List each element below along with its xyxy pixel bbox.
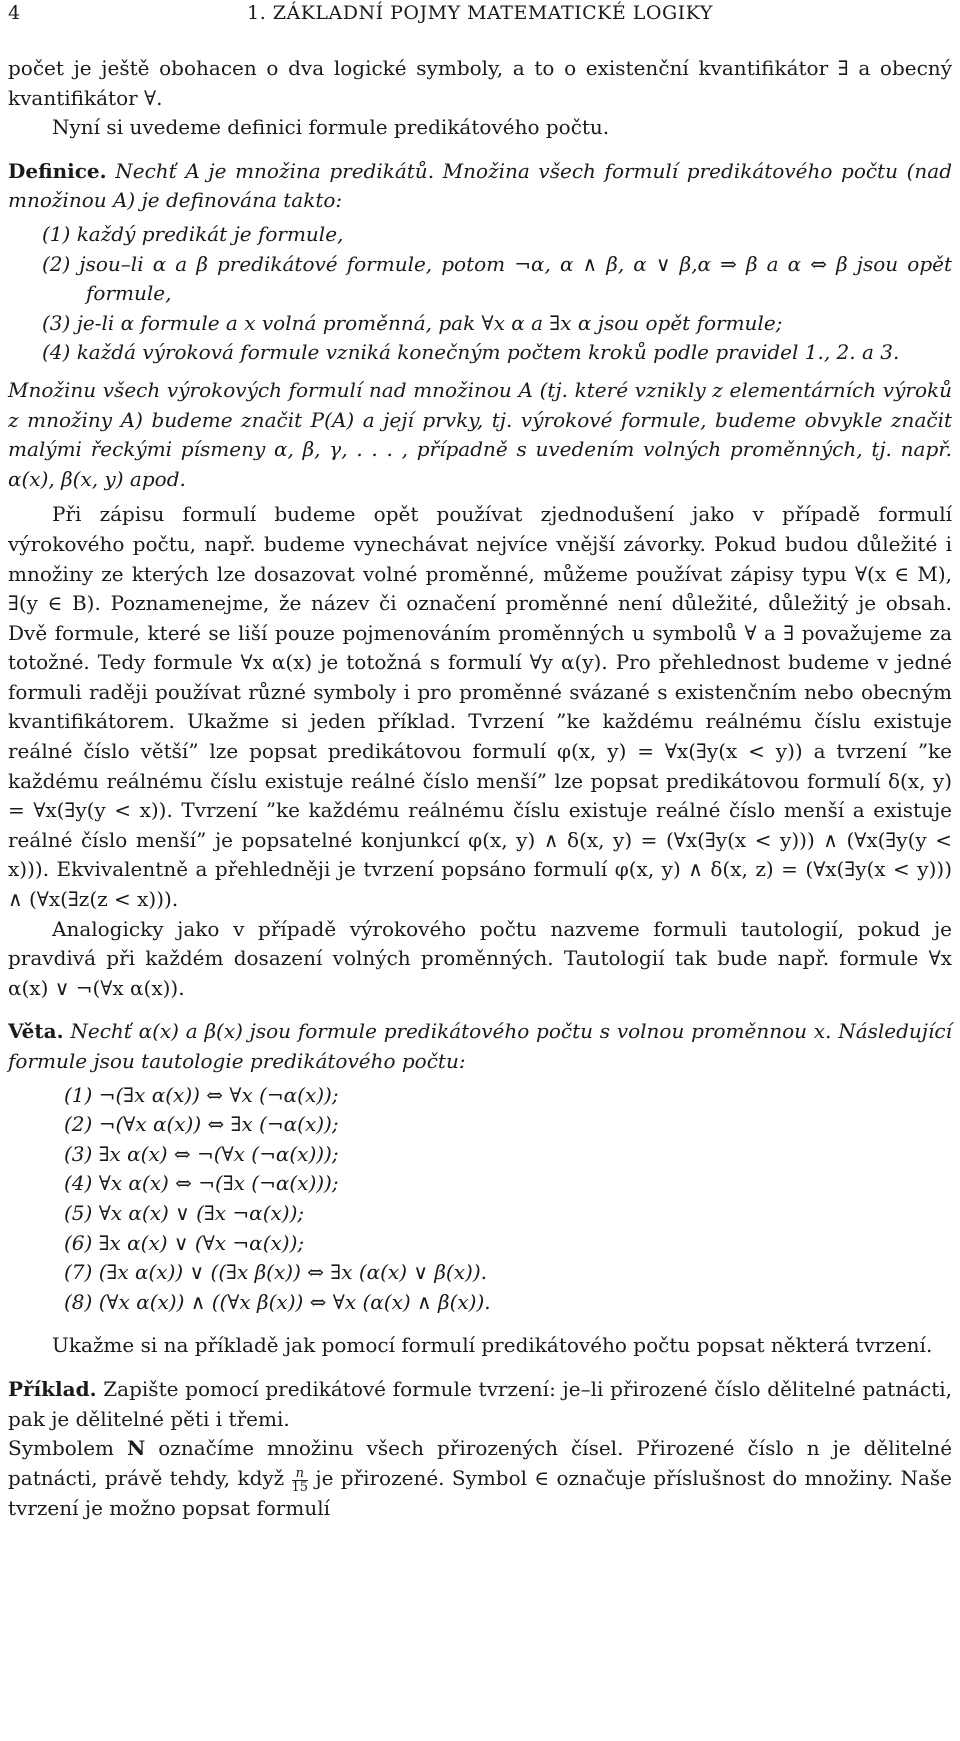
theorem-item: (7) (∃x α(x)) ∨ ((∃x β(x)) ⇔ ∃x (α(x) ∨ β(x)).	[64, 1260, 487, 1285]
theorem-item: (6) ∃x α(x) ∨ (∀x ¬α(x));	[64, 1230, 305, 1255]
definition-label: Definice.	[8, 158, 107, 183]
definition-closing: Množinu všech výrokových formulí nad množinou A (tj. které vznikly z elementárních výroků z množiny A) budeme značit P(A) a její prvky, tj. výrokové formule, budeme obvykle značit malými řeckými písmeny α, β, γ, . . . , případně s uvedením volných proměnných, tj. např. α(x), β(x, y) apod.	[8, 377, 952, 491]
theorem-item: (1) ¬(∃x α(x)) ⇔ ∀x (¬α(x));	[64, 1082, 339, 1107]
fraction-n-over-15	[292, 1467, 309, 1494]
document-body	[8, 54, 952, 1523]
fraction-denominator: 15	[291, 1479, 309, 1495]
notes-paragraph: Při zápisu formulí budeme opět používat zjednodušení jako v případě formulí výrokového počtu, např. budeme vynechávat nejvíce vnější závorky. Pokud budou důležité i množiny ze kterých lze dosazovat volné proměnné, můžeme používat zápisy typu ∀(x ∈ M), ∃(y ∈ B). Poznamenejme, že název či označení proměnné není důležité, důležitý je obsah. Dvě formule, které se liší pouze pojmenováním proměnných u symbolů ∀ a ∃ považujeme za totožné. Tedy formule ∀x α(x) je totožná s formulí ∀y α(y). Pro přehlednost budeme v jedné formuli raději používat různé symboly i pro proměnné svázané s existenčním nebo obecným kvantifikátorem. Ukažme si jeden příklad. Tvrzení ”ke každému reálnému číslu existuje reálné číslo větší” lze popsat predikátovou formulí φ(x, y) = ∀x(∃y(x < y)) a tvrzení ”ke každému reálnému číslu existuje reálné číslo menší” lze popsat predikátovou formulí δ(x, y) = ∀x(∃y(y < x)). Tvrzení ”ke každému reálnému číslu existuje reálné číslo menší a existuje reálné číslo menší” je popsatelné konjunkcí φ(x, y) ∧ δ(x, y) = (∀x(∃y(x < y))) ∧ (∀x(∃y(y < x))). Ekvivalentně a přehledněji je tvrzení popsáno formulí φ(x, y) ∧ δ(x, z) = (∀x(∃y(x < y))) ∧ (∀x(∃z(z < x))).	[8, 502, 952, 912]
theorem-label: Věta.	[8, 1019, 64, 1044]
tautology-paragraph: Analogicky jako v případě výrokového počtu nazveme formuli tautologií, pokud je pravdivá při každém dosazení volných proměnných. Tautologií tak bude např. formule ∀x α(x) ∨ ¬(∀x α(x)).	[8, 916, 952, 1000]
definition-text: Nechť A je množina predikátů. Množina všech formulí predikátového počtu (nad množinou A) je definována takto:	[8, 158, 953, 213]
example-symbol-after: je přirozené. Symbol ∈ označuje příslušnost do množiny. Naše tvrzení je možno popsat formulí	[8, 1465, 953, 1520]
theorem-item: (5) ∀x α(x) ∨ (∃x ¬α(x));	[64, 1200, 305, 1225]
naturals-symbol: N	[127, 1436, 146, 1461]
theorem-item: (2) ¬(∀x α(x)) ⇔ ∃x (¬α(x));	[64, 1112, 339, 1137]
example-symbol-before: Symbolem	[8, 1436, 115, 1461]
theorem-item: (8) (∀x α(x)) ∧ ((∀x β(x)) ⇔ ∀x (α(x) ∧ β(x)).	[64, 1289, 491, 1314]
page-header	[8, 0, 952, 30]
running-title: 1. ZÁKLADNÍ POJMY MATEMATICKÉ LOGIKY	[247, 2, 713, 24]
definition-items	[8, 220, 952, 368]
definition-item: (3) je-li α formule a x volná proměnná, pak ∀x α a ∃x α jsou opět formule;	[42, 310, 783, 335]
definition-item: (1) každý predikát je formule,	[42, 221, 344, 246]
definition-item: (4) každá výroková formule vzniká konečným počtem kroků podle pravidel 1., 2. a 3.	[42, 340, 900, 365]
example-symbol-mid: označíme množinu všech přirozených čísel. Přirozené číslo n je dělitelné patnácti, právě tehdy, když	[8, 1436, 953, 1490]
theorem	[8, 1017, 952, 1076]
after-theorem-paragraph: Ukažme si na příkladě jak pomocí formulí predikátového počtu popsat některá tvrzení.	[52, 1333, 933, 1358]
example-symbols-paragraph	[8, 1434, 952, 1523]
example-label: Příklad.	[8, 1376, 97, 1401]
theorem-item: (3) ∃x α(x) ⇔ ¬(∀x (¬α(x)));	[64, 1141, 339, 1166]
example	[8, 1375, 952, 1434]
definition-item: (2) jsou–li α a β predikátové formule, potom ¬α, α ∧ β, α ∨ β,α ⇒ β a α ⇔ β jsou opět formule,	[42, 251, 952, 306]
definition	[8, 157, 952, 216]
intro-definition-lead: Nyní si uvedeme definici formule predikátového počtu.	[52, 115, 610, 140]
theorem-text: Nechť α(x) a β(x) jsou formule predikátového počtu s volnou proměnnou x. Následující formule jsou tautologie predikátového počtu:	[8, 1019, 953, 1073]
fraction-numerator: n	[292, 1467, 309, 1481]
example-text: Zapište pomocí predikátové formule tvrzení: je–li přirozené číslo dělitelné patnácti, pak je dělitelné pěti i třemi.	[8, 1376, 953, 1431]
intro-paragraph: počet je ještě obohacen o dva logické symboly, a to o existenční kvantifikátor ∃ a obecný kvantifikátor ∀.	[8, 56, 952, 110]
theorem-item: (4) ∀x α(x) ⇔ ¬(∃x (¬α(x)));	[64, 1171, 339, 1196]
page-number: 4	[8, 2, 21, 24]
theorem-items	[8, 1081, 952, 1318]
